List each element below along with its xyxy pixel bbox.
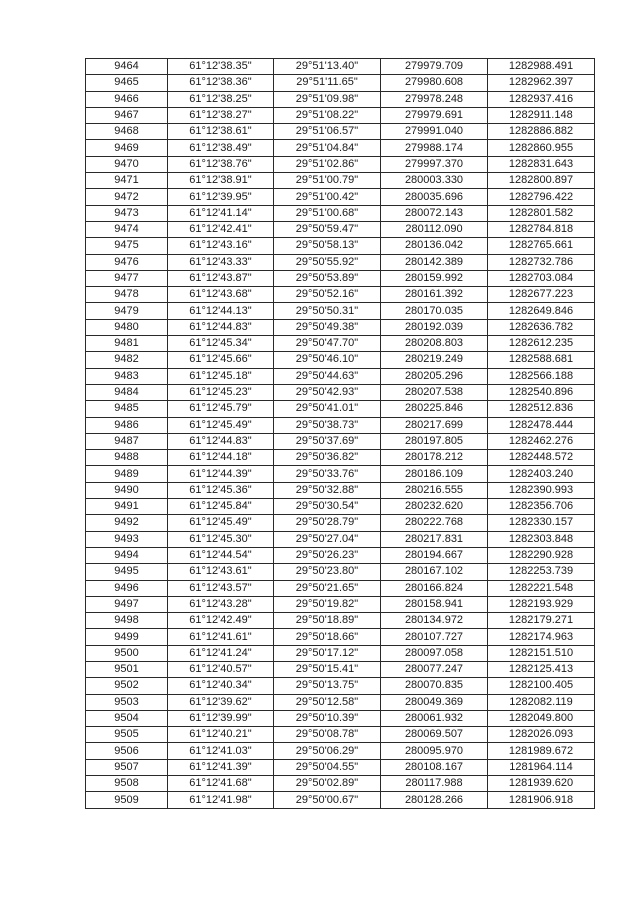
table-row xyxy=(86,694,595,710)
latitude-cell: 61°12'44.18" xyxy=(168,450,274,466)
latitude-cell: 61°12'45.49" xyxy=(168,417,274,433)
point-number-cell: 9494 xyxy=(86,547,168,563)
point-number-cell: 9471 xyxy=(86,173,168,189)
latitude-cell: 61°12'38.49" xyxy=(168,140,274,156)
longitude-cell: 29°50'02.89" xyxy=(274,776,381,792)
point-number-cell: 9484 xyxy=(86,384,168,400)
longitude-cell: 29°50'36.82" xyxy=(274,450,381,466)
longitude-cell: 29°50'47.70" xyxy=(274,336,381,352)
latitude-cell: 61°12'45.23" xyxy=(168,384,274,400)
latitude-cell: 61°12'44.83" xyxy=(168,319,274,335)
table-row xyxy=(86,759,595,775)
table-row xyxy=(86,596,595,612)
point-number-cell: 9478 xyxy=(86,287,168,303)
point-number-cell: 9470 xyxy=(86,156,168,172)
point-number-cell: 9486 xyxy=(86,417,168,433)
table-row xyxy=(86,384,595,400)
northing-cell: 1282540.896 xyxy=(488,384,595,400)
longitude-cell: 29°50'18.89" xyxy=(274,613,381,629)
northing-cell: 1282988.491 xyxy=(488,59,595,75)
northing-cell: 1282462.276 xyxy=(488,433,595,449)
easting-cell: 280216.555 xyxy=(381,482,488,498)
easting-cell: 280134.972 xyxy=(381,613,488,629)
easting-cell: 280097.058 xyxy=(381,645,488,661)
easting-cell: 279997.370 xyxy=(381,156,488,172)
easting-cell: 280077.247 xyxy=(381,661,488,677)
longitude-cell: 29°50'58.13" xyxy=(274,238,381,254)
longitude-cell: 29°51'11.65" xyxy=(274,75,381,91)
northing-cell: 1282026.093 xyxy=(488,727,595,743)
latitude-cell: 61°12'38.91" xyxy=(168,173,274,189)
northing-cell: 1282937.416 xyxy=(488,91,595,107)
northing-cell: 1282801.582 xyxy=(488,205,595,221)
northing-cell: 1282677.223 xyxy=(488,287,595,303)
northing-cell: 1282082.119 xyxy=(488,694,595,710)
easting-cell: 280128.266 xyxy=(381,792,488,808)
northing-cell: 1282179.271 xyxy=(488,613,595,629)
point-number-cell: 9508 xyxy=(86,776,168,792)
latitude-cell: 61°12'41.61" xyxy=(168,629,274,645)
longitude-cell: 29°50'37.69" xyxy=(274,433,381,449)
latitude-cell: 61°12'38.25" xyxy=(168,91,274,107)
point-number-cell: 9493 xyxy=(86,531,168,547)
longitude-cell: 29°50'08.78" xyxy=(274,727,381,743)
latitude-cell: 61°12'42.41" xyxy=(168,221,274,237)
table-row xyxy=(86,221,595,237)
point-number-cell: 9492 xyxy=(86,515,168,531)
latitude-cell: 61°12'43.57" xyxy=(168,580,274,596)
latitude-cell: 61°12'39.95" xyxy=(168,189,274,205)
point-number-cell: 9479 xyxy=(86,303,168,319)
table-row xyxy=(86,173,595,189)
easting-cell: 280070.835 xyxy=(381,678,488,694)
latitude-cell: 61°12'43.33" xyxy=(168,254,274,270)
point-number-cell: 9507 xyxy=(86,759,168,775)
longitude-cell: 29°50'23.80" xyxy=(274,564,381,580)
easting-cell: 279979.709 xyxy=(381,59,488,75)
table-row xyxy=(86,613,595,629)
northing-cell: 1282886.882 xyxy=(488,124,595,140)
easting-cell: 280108.167 xyxy=(381,759,488,775)
table-row xyxy=(86,580,595,596)
latitude-cell: 61°12'44.13" xyxy=(168,303,274,319)
northing-cell: 1282125.413 xyxy=(488,661,595,677)
longitude-cell: 29°50'38.73" xyxy=(274,417,381,433)
longitude-cell: 29°50'53.89" xyxy=(274,270,381,286)
northing-cell: 1282860.955 xyxy=(488,140,595,156)
longitude-cell: 29°50'33.76" xyxy=(274,466,381,482)
table-row xyxy=(86,645,595,661)
latitude-cell: 61°12'45.18" xyxy=(168,368,274,384)
latitude-cell: 61°12'40.57" xyxy=(168,661,274,677)
longitude-cell: 29°51'09.98" xyxy=(274,91,381,107)
easting-cell: 280170.035 xyxy=(381,303,488,319)
northing-cell: 1282796.422 xyxy=(488,189,595,205)
table-row xyxy=(86,482,595,498)
longitude-cell: 29°50'13.75" xyxy=(274,678,381,694)
table-row xyxy=(86,287,595,303)
point-number-cell: 9467 xyxy=(86,107,168,123)
table-row xyxy=(86,499,595,515)
table-row xyxy=(86,547,595,563)
latitude-cell: 61°12'44.83" xyxy=(168,433,274,449)
longitude-cell: 29°51'13.40" xyxy=(274,59,381,75)
northing-cell: 1282784.818 xyxy=(488,221,595,237)
northing-cell: 1282588.681 xyxy=(488,352,595,368)
point-number-cell: 9466 xyxy=(86,91,168,107)
point-number-cell: 9498 xyxy=(86,613,168,629)
easting-cell: 279980.608 xyxy=(381,75,488,91)
point-number-cell: 9485 xyxy=(86,401,168,417)
point-number-cell: 9474 xyxy=(86,221,168,237)
northing-cell: 1281964.114 xyxy=(488,759,595,775)
longitude-cell: 29°50'41.01" xyxy=(274,401,381,417)
table-row xyxy=(86,792,595,808)
longitude-cell: 29°51'02.86" xyxy=(274,156,381,172)
table-row xyxy=(86,205,595,221)
latitude-cell: 61°12'45.66" xyxy=(168,352,274,368)
northing-cell: 1282221.548 xyxy=(488,580,595,596)
easting-cell: 280205.296 xyxy=(381,368,488,384)
easting-cell: 280186.109 xyxy=(381,466,488,482)
easting-cell: 280072.143 xyxy=(381,205,488,221)
table-row xyxy=(86,140,595,156)
northing-cell: 1282732.786 xyxy=(488,254,595,270)
latitude-cell: 61°12'39.99" xyxy=(168,710,274,726)
northing-cell: 1282566.188 xyxy=(488,368,595,384)
easting-cell: 280049.369 xyxy=(381,694,488,710)
easting-cell: 280217.831 xyxy=(381,531,488,547)
latitude-cell: 61°12'45.30" xyxy=(168,531,274,547)
longitude-cell: 29°51'00.68" xyxy=(274,205,381,221)
point-number-cell: 9496 xyxy=(86,580,168,596)
point-number-cell: 9509 xyxy=(86,792,168,808)
easting-cell: 280208.803 xyxy=(381,336,488,352)
latitude-cell: 61°12'45.34" xyxy=(168,336,274,352)
easting-cell: 280207.538 xyxy=(381,384,488,400)
point-number-cell: 9506 xyxy=(86,743,168,759)
latitude-cell: 61°12'43.87" xyxy=(168,270,274,286)
point-number-cell: 9499 xyxy=(86,629,168,645)
point-number-cell: 9475 xyxy=(86,238,168,254)
easting-cell: 280142.389 xyxy=(381,254,488,270)
easting-cell: 279978.248 xyxy=(381,91,488,107)
northing-cell: 1282253.739 xyxy=(488,564,595,580)
easting-cell: 280161.392 xyxy=(381,287,488,303)
point-number-cell: 9468 xyxy=(86,124,168,140)
table-row xyxy=(86,678,595,694)
latitude-cell: 61°12'41.98" xyxy=(168,792,274,808)
latitude-cell: 61°12'45.36" xyxy=(168,482,274,498)
point-number-cell: 9503 xyxy=(86,694,168,710)
northing-cell: 1282174.963 xyxy=(488,629,595,645)
point-number-cell: 9489 xyxy=(86,466,168,482)
longitude-cell: 29°50'10.39" xyxy=(274,710,381,726)
latitude-cell: 61°12'44.54" xyxy=(168,547,274,563)
longitude-cell: 29°50'50.31" xyxy=(274,303,381,319)
table-row xyxy=(86,91,595,107)
table-row xyxy=(86,743,595,759)
northing-cell: 1282800.897 xyxy=(488,173,595,189)
longitude-cell: 29°50'52.16" xyxy=(274,287,381,303)
northing-cell: 1282356.706 xyxy=(488,499,595,515)
longitude-cell: 29°50'28.79" xyxy=(274,515,381,531)
easting-cell: 280069.507 xyxy=(381,727,488,743)
table-row xyxy=(86,189,595,205)
longitude-cell: 29°50'30.54" xyxy=(274,499,381,515)
northing-cell: 1282303.848 xyxy=(488,531,595,547)
point-number-cell: 9495 xyxy=(86,564,168,580)
latitude-cell: 61°12'39.62" xyxy=(168,694,274,710)
longitude-cell: 29°50'42.93" xyxy=(274,384,381,400)
northing-cell: 1282049.800 xyxy=(488,710,595,726)
northing-cell: 1281939.620 xyxy=(488,776,595,792)
longitude-cell: 29°50'04.55" xyxy=(274,759,381,775)
northing-cell: 1282831.643 xyxy=(488,156,595,172)
easting-cell: 280061.932 xyxy=(381,710,488,726)
longitude-cell: 29°51'04.84" xyxy=(274,140,381,156)
easting-cell: 280107.727 xyxy=(381,629,488,645)
easting-cell: 280159.992 xyxy=(381,270,488,286)
point-number-cell: 9505 xyxy=(86,727,168,743)
point-number-cell: 9504 xyxy=(86,710,168,726)
table-row xyxy=(86,661,595,677)
table-row xyxy=(86,531,595,547)
point-number-cell: 9476 xyxy=(86,254,168,270)
easting-cell: 280166.824 xyxy=(381,580,488,596)
latitude-cell: 61°12'43.61" xyxy=(168,564,274,580)
latitude-cell: 61°12'44.39" xyxy=(168,466,274,482)
table-row xyxy=(86,776,595,792)
point-number-cell: 9477 xyxy=(86,270,168,286)
longitude-cell: 29°50'59.47" xyxy=(274,221,381,237)
easting-cell: 280197.805 xyxy=(381,433,488,449)
easting-cell: 280222.768 xyxy=(381,515,488,531)
latitude-cell: 61°12'41.68" xyxy=(168,776,274,792)
table-row xyxy=(86,466,595,482)
longitude-cell: 29°51'08.22" xyxy=(274,107,381,123)
latitude-cell: 61°12'45.49" xyxy=(168,515,274,531)
point-number-cell: 9482 xyxy=(86,352,168,368)
easting-cell: 280225.846 xyxy=(381,401,488,417)
longitude-cell: 29°50'46.10" xyxy=(274,352,381,368)
easting-cell: 279988.174 xyxy=(381,140,488,156)
latitude-cell: 61°12'38.76" xyxy=(168,156,274,172)
table-row xyxy=(86,710,595,726)
northing-cell: 1282448.572 xyxy=(488,450,595,466)
easting-cell: 280158.941 xyxy=(381,596,488,612)
northing-cell: 1282193.929 xyxy=(488,596,595,612)
point-number-cell: 9501 xyxy=(86,661,168,677)
table-row xyxy=(86,515,595,531)
table-row xyxy=(86,156,595,172)
easting-cell: 280178.212 xyxy=(381,450,488,466)
table-row xyxy=(86,564,595,580)
northing-cell: 1282290.928 xyxy=(488,547,595,563)
point-number-cell: 9465 xyxy=(86,75,168,91)
latitude-cell: 61°12'38.61" xyxy=(168,124,274,140)
northing-cell: 1281906.918 xyxy=(488,792,595,808)
northing-cell: 1282330.157 xyxy=(488,515,595,531)
latitude-cell: 61°12'41.14" xyxy=(168,205,274,221)
table-row xyxy=(86,270,595,286)
easting-cell: 280217.699 xyxy=(381,417,488,433)
point-number-cell: 9497 xyxy=(86,596,168,612)
table-row xyxy=(86,450,595,466)
northing-cell: 1282962.397 xyxy=(488,75,595,91)
latitude-cell: 61°12'41.39" xyxy=(168,759,274,775)
northing-cell: 1281989.672 xyxy=(488,743,595,759)
easting-cell: 280219.249 xyxy=(381,352,488,368)
northing-cell: 1282390.993 xyxy=(488,482,595,498)
longitude-cell: 29°50'12.58" xyxy=(274,694,381,710)
easting-cell: 280095.970 xyxy=(381,743,488,759)
northing-cell: 1282512.836 xyxy=(488,401,595,417)
point-number-cell: 9483 xyxy=(86,368,168,384)
northing-cell: 1282100.405 xyxy=(488,678,595,694)
northing-cell: 1282478.444 xyxy=(488,417,595,433)
northing-cell: 1282403.240 xyxy=(488,466,595,482)
latitude-cell: 61°12'40.21" xyxy=(168,727,274,743)
easting-cell: 280136.042 xyxy=(381,238,488,254)
northing-cell: 1282703.084 xyxy=(488,270,595,286)
easting-cell: 280167.102 xyxy=(381,564,488,580)
latitude-cell: 61°12'38.36" xyxy=(168,75,274,91)
longitude-cell: 29°51'00.79" xyxy=(274,173,381,189)
table-row xyxy=(86,75,595,91)
point-number-cell: 9469 xyxy=(86,140,168,156)
easting-cell: 280035.696 xyxy=(381,189,488,205)
northing-cell: 1282765.661 xyxy=(488,238,595,254)
longitude-cell: 29°50'06.29" xyxy=(274,743,381,759)
point-number-cell: 9502 xyxy=(86,678,168,694)
longitude-cell: 29°50'00.67" xyxy=(274,792,381,808)
longitude-cell: 29°50'49.38" xyxy=(274,319,381,335)
point-number-cell: 9472 xyxy=(86,189,168,205)
easting-cell: 280194.667 xyxy=(381,547,488,563)
point-number-cell: 9481 xyxy=(86,336,168,352)
longitude-cell: 29°50'44.63" xyxy=(274,368,381,384)
easting-cell: 279991.040 xyxy=(381,124,488,140)
point-number-cell: 9473 xyxy=(86,205,168,221)
table-row xyxy=(86,368,595,384)
latitude-cell: 61°12'43.68" xyxy=(168,287,274,303)
easting-cell: 280232.620 xyxy=(381,499,488,515)
longitude-cell: 29°51'00.42" xyxy=(274,189,381,205)
longitude-cell: 29°50'18.66" xyxy=(274,629,381,645)
northing-cell: 1282911.148 xyxy=(488,107,595,123)
table-row xyxy=(86,254,595,270)
longitude-cell: 29°50'55.92" xyxy=(274,254,381,270)
table-row xyxy=(86,303,595,319)
table-row xyxy=(86,629,595,645)
northing-cell: 1282649.846 xyxy=(488,303,595,319)
latitude-cell: 61°12'45.84" xyxy=(168,499,274,515)
point-number-cell: 9464 xyxy=(86,59,168,75)
longitude-cell: 29°50'15.41" xyxy=(274,661,381,677)
table-row xyxy=(86,401,595,417)
latitude-cell: 61°12'38.27" xyxy=(168,107,274,123)
table-row xyxy=(86,107,595,123)
latitude-cell: 61°12'43.16" xyxy=(168,238,274,254)
longitude-cell: 29°50'27.04" xyxy=(274,531,381,547)
table-row xyxy=(86,433,595,449)
longitude-cell: 29°50'19.82" xyxy=(274,596,381,612)
table-row xyxy=(86,727,595,743)
easting-cell: 280003.330 xyxy=(381,173,488,189)
table-row xyxy=(86,336,595,352)
northing-cell: 1282612.235 xyxy=(488,336,595,352)
easting-cell: 280112.090 xyxy=(381,221,488,237)
latitude-cell: 61°12'40.34" xyxy=(168,678,274,694)
point-number-cell: 9491 xyxy=(86,499,168,515)
table-row xyxy=(86,319,595,335)
latitude-cell: 61°12'42.49" xyxy=(168,613,274,629)
table-row xyxy=(86,417,595,433)
longitude-cell: 29°50'17.12" xyxy=(274,645,381,661)
point-number-cell: 9487 xyxy=(86,433,168,449)
coordinates-table xyxy=(85,58,595,809)
point-number-cell: 9490 xyxy=(86,482,168,498)
latitude-cell: 61°12'45.79" xyxy=(168,401,274,417)
point-number-cell: 9480 xyxy=(86,319,168,335)
table-row xyxy=(86,124,595,140)
point-number-cell: 9500 xyxy=(86,645,168,661)
table-row xyxy=(86,59,595,75)
easting-cell: 279979.691 xyxy=(381,107,488,123)
easting-cell: 280192.039 xyxy=(381,319,488,335)
latitude-cell: 61°12'41.24" xyxy=(168,645,274,661)
longitude-cell: 29°51'06.57" xyxy=(274,124,381,140)
longitude-cell: 29°50'26.23" xyxy=(274,547,381,563)
table-row xyxy=(86,352,595,368)
latitude-cell: 61°12'38.35" xyxy=(168,59,274,75)
table-row xyxy=(86,238,595,254)
easting-cell: 280117.988 xyxy=(381,776,488,792)
northing-cell: 1282636.782 xyxy=(488,319,595,335)
latitude-cell: 61°12'41.03" xyxy=(168,743,274,759)
latitude-cell: 61°12'43.28" xyxy=(168,596,274,612)
northing-cell: 1282151.510 xyxy=(488,645,595,661)
coordinates-table-body xyxy=(86,59,595,809)
longitude-cell: 29°50'21.65" xyxy=(274,580,381,596)
point-number-cell: 9488 xyxy=(86,450,168,466)
longitude-cell: 29°50'32.88" xyxy=(274,482,381,498)
